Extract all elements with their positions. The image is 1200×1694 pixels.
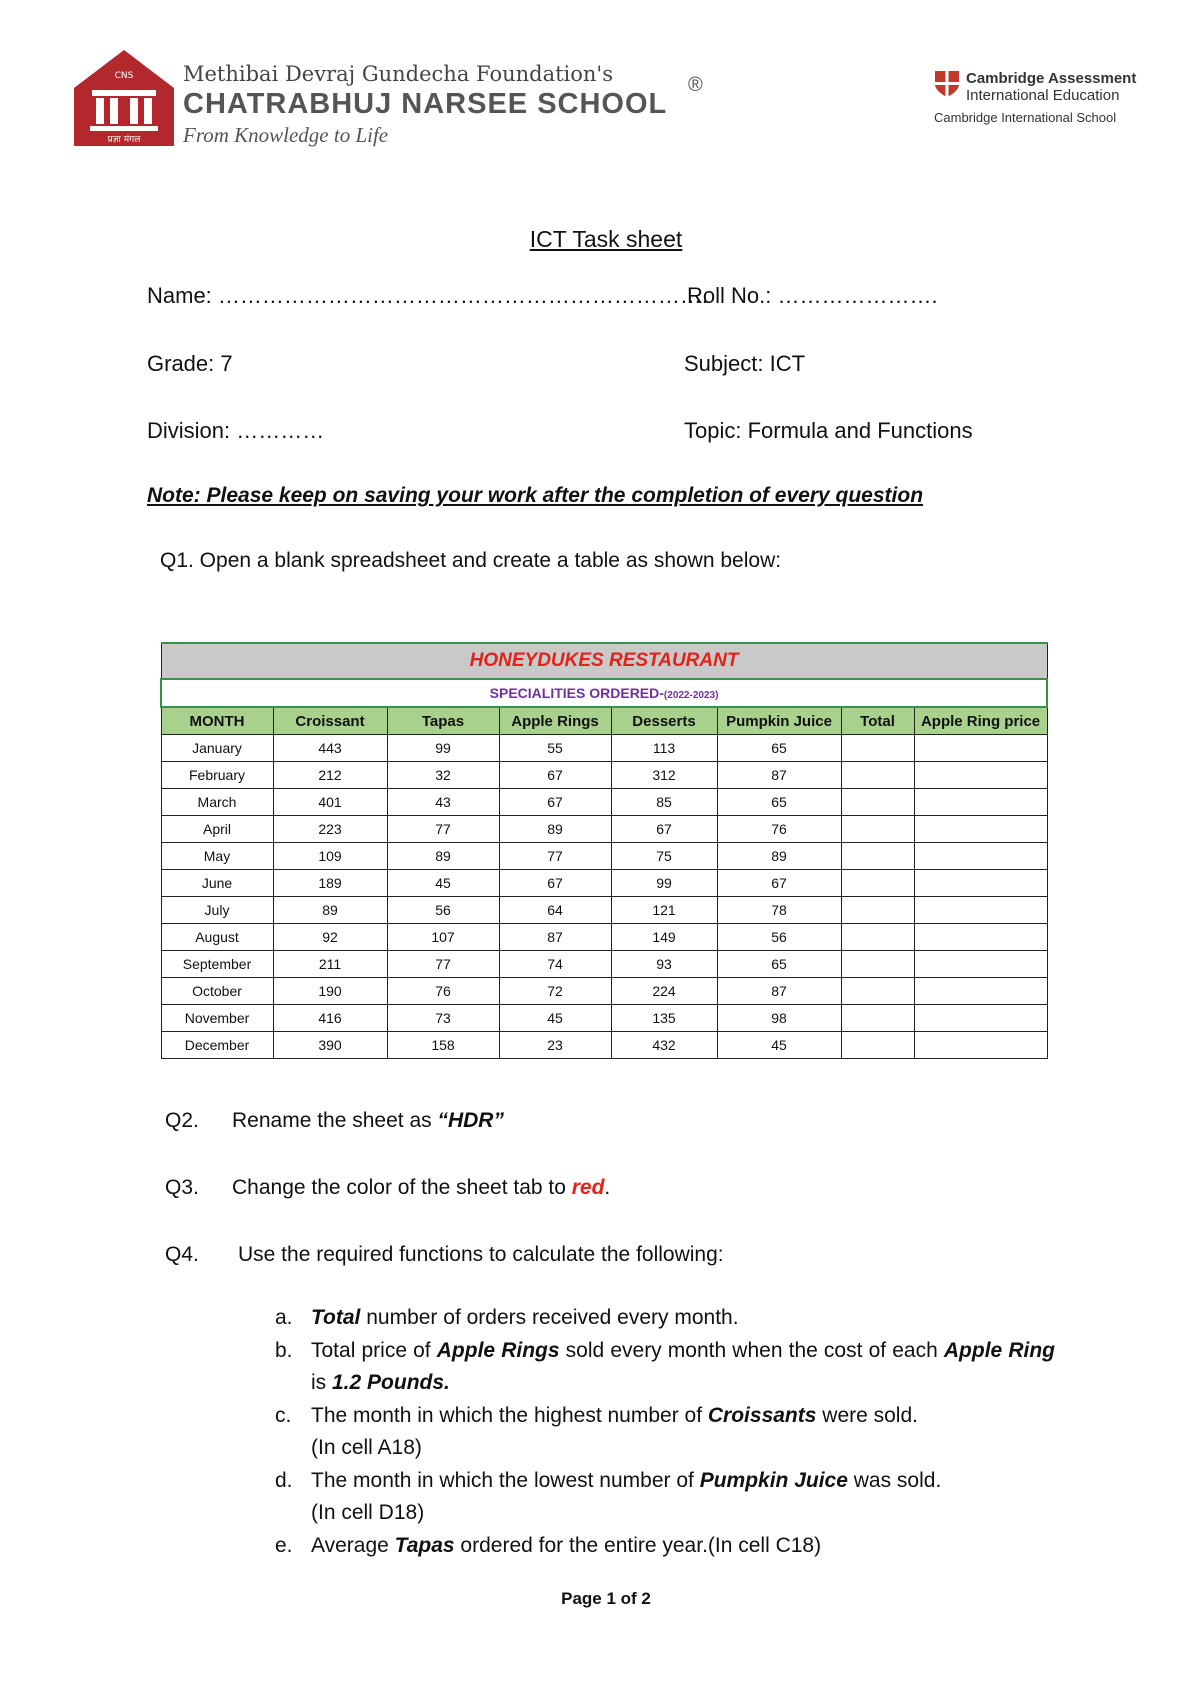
table-cell <box>914 951 1047 978</box>
q4-number: Q4. <box>165 1243 199 1266</box>
table-cell: 72 <box>499 978 611 1005</box>
q2-number: Q2. <box>165 1109 199 1132</box>
topic-field: Topic: Formula and Functions <box>684 418 973 443</box>
sub-a-em: Total <box>311 1306 361 1329</box>
cambridge-line-3: Cambridge International School <box>934 110 1117 125</box>
table-cell: 64 <box>499 897 611 924</box>
table-cell: 312 <box>611 762 717 789</box>
table-cell: 223 <box>273 816 387 843</box>
table-cell: October <box>161 978 273 1005</box>
sub-b-text2: sold every month when the cost of each <box>559 1338 944 1362</box>
table-cell: 109 <box>273 843 387 870</box>
sub-b-text3: is <box>311 1371 332 1394</box>
table-cell: 99 <box>611 870 717 897</box>
table-cell: 55 <box>499 735 611 762</box>
table-cell: 73 <box>387 1005 499 1032</box>
table-cell: 23 <box>499 1032 611 1059</box>
table-cell <box>841 897 914 924</box>
table-cell: 190 <box>273 978 387 1005</box>
table-cell: 107 <box>387 924 499 951</box>
grade-field: Grade: 7 <box>147 351 233 376</box>
table-row <box>161 843 1047 870</box>
sub-c-letter: c. <box>275 1403 292 1427</box>
subquestion-b <box>275 1335 1055 1400</box>
table-cell: 89 <box>717 843 841 870</box>
table-cell: 87 <box>717 762 841 789</box>
table-header-cell: Pumpkin Juice <box>717 707 841 735</box>
table-cell: December <box>161 1032 273 1059</box>
table-cell <box>841 951 914 978</box>
sub-d-letter: d. <box>275 1468 293 1492</box>
table-row <box>161 735 1047 762</box>
table-cell: 92 <box>273 924 387 951</box>
table-cell: 65 <box>717 951 841 978</box>
table-row <box>161 762 1047 789</box>
table-row <box>161 1005 1047 1032</box>
table-cell: 224 <box>611 978 717 1005</box>
school-tagline: From Knowledge to Life <box>183 123 389 147</box>
sub-a-letter: a. <box>275 1306 293 1329</box>
sub-b-em2: Apple Ring <box>943 1338 1055 1362</box>
subquestion-a <box>275 1302 1055 1335</box>
table-cell: 87 <box>717 978 841 1005</box>
table-header-cell: MONTH <box>161 707 273 735</box>
table-cell: January <box>161 735 273 762</box>
table-cell <box>841 870 914 897</box>
table-cell: July <box>161 897 273 924</box>
table-cell: August <box>161 924 273 951</box>
table-cell: 65 <box>717 735 841 762</box>
table-title: HONEYDUKES RESTAURANT <box>161 643 1047 679</box>
table-cell <box>841 735 914 762</box>
table-cell: 67 <box>499 789 611 816</box>
table-cell: 65 <box>717 789 841 816</box>
table-cell <box>914 789 1047 816</box>
table-cell: 443 <box>273 735 387 762</box>
table-cell <box>841 762 914 789</box>
table-cell: 432 <box>611 1032 717 1059</box>
sub-c-text2: were sold. <box>816 1403 918 1427</box>
table-cell <box>841 924 914 951</box>
school-name: CHATRABHUJ NARSEE SCHOOL <box>183 88 668 120</box>
table-cell: June <box>161 870 273 897</box>
subject-field: Subject: ICT <box>684 351 806 376</box>
sub-b-em1: Apple Rings <box>436 1338 560 1362</box>
table-row <box>161 951 1047 978</box>
restaurant-table <box>160 642 1048 1059</box>
subquestion-d <box>275 1465 1055 1530</box>
table-cell <box>841 978 914 1005</box>
table-cell <box>914 924 1047 951</box>
sub-a-text: number of orders received every month. <box>360 1306 739 1329</box>
table-cell: 121 <box>611 897 717 924</box>
question-1: Q1. Open a blank spreadsheet and create a table as shown below: <box>160 549 782 572</box>
table-cell <box>914 816 1047 843</box>
table-cell: 45 <box>499 1005 611 1032</box>
table-cell: 77 <box>387 951 499 978</box>
table-cell: 45 <box>387 870 499 897</box>
table-cell: 212 <box>273 762 387 789</box>
table-row <box>161 897 1047 924</box>
table-cell: 56 <box>387 897 499 924</box>
table-header-cell: Croissant <box>273 707 387 735</box>
table-cell <box>914 1032 1047 1059</box>
table-cell: April <box>161 816 273 843</box>
table-cell: 211 <box>273 951 387 978</box>
sub-e-text2: ordered for the entire year.(In cell C18) <box>454 1533 822 1557</box>
cambridge-shield-icon <box>934 70 960 98</box>
table-cell: 56 <box>717 924 841 951</box>
q4-text: Use the required functions to calculate the following: <box>238 1243 724 1266</box>
foundation-name: Methibai Devraj Gundecha Foundation's <box>183 62 613 86</box>
table-cell <box>914 897 1047 924</box>
table-cell: 135 <box>611 1005 717 1032</box>
sub-c-text1: The month in which the highest number of <box>311 1403 708 1427</box>
table-cell: 113 <box>611 735 717 762</box>
table-cell: 78 <box>717 897 841 924</box>
sub-b-letter: b. <box>275 1338 293 1362</box>
sub-c-cell: (In cell A18) <box>311 1436 422 1459</box>
table-cell: February <box>161 762 273 789</box>
table-cell: 89 <box>387 843 499 870</box>
table-cell <box>841 816 914 843</box>
logo-caption: प्रज्ञा मंगल <box>107 135 141 145</box>
page-footer: Page 1 of 2 <box>561 1589 651 1608</box>
table-cell: March <box>161 789 273 816</box>
school-logo <box>72 48 176 148</box>
division-field: Division: ………… <box>147 418 325 443</box>
table-cell: 75 <box>611 843 717 870</box>
table-subtitle <box>161 679 1047 707</box>
sub-e-text1: Average <box>311 1533 395 1557</box>
subquestion-e <box>275 1530 1055 1563</box>
table-cell: 76 <box>387 978 499 1005</box>
table-cell: May <box>161 843 273 870</box>
subquestion-c <box>275 1400 1055 1465</box>
name-field: Name: …………………………………………………………. <box>147 283 709 308</box>
table-row <box>161 789 1047 816</box>
sub-c-em: Croissants <box>707 1403 817 1427</box>
sub-d-cell: (In cell D18) <box>311 1501 425 1524</box>
table-row <box>161 870 1047 897</box>
q2-text: Rename the sheet as <box>232 1109 438 1132</box>
sub-d-text1: The month in which the lowest number of <box>311 1468 700 1492</box>
table-cell: 85 <box>611 789 717 816</box>
table-cell <box>841 1005 914 1032</box>
table-cell: 401 <box>273 789 387 816</box>
table-subtitle-text: SPECIALITIES ORDERED- <box>489 685 664 701</box>
table-cell <box>914 843 1047 870</box>
sub-d-text2: was sold. <box>847 1468 942 1492</box>
table-cell: 67 <box>499 762 611 789</box>
q2-sheet-name: “HDR” <box>437 1109 504 1132</box>
table-cell: 32 <box>387 762 499 789</box>
table-row <box>161 1032 1047 1059</box>
table-cell: 67 <box>499 870 611 897</box>
table-cell: 189 <box>273 870 387 897</box>
table-row <box>161 816 1047 843</box>
table-cell: 76 <box>717 816 841 843</box>
table-cell <box>841 1032 914 1059</box>
table-cell <box>914 1005 1047 1032</box>
table-cell: 43 <box>387 789 499 816</box>
table-cell: 89 <box>273 897 387 924</box>
cambridge-line-1: Cambridge Assessment <box>966 70 1137 87</box>
table-cell: 416 <box>273 1005 387 1032</box>
table-header-cell: Desserts <box>611 707 717 735</box>
table-cell <box>914 735 1047 762</box>
school-title-block <box>183 62 667 148</box>
sub-d-em: Pumpkin Juice <box>699 1468 848 1492</box>
roll-field: Roll No.: …………………. <box>687 283 938 308</box>
table-cell: 158 <box>387 1032 499 1059</box>
table-subtitle-year: (2022-2023) <box>663 690 719 701</box>
table-cell <box>914 870 1047 897</box>
table-cell: 77 <box>387 816 499 843</box>
table-cell: 390 <box>273 1032 387 1059</box>
table-cell: 98 <box>717 1005 841 1032</box>
sub-b-text1: Total price of <box>311 1338 437 1362</box>
table-row <box>161 978 1047 1005</box>
sub-e-em: Tapas <box>394 1533 455 1557</box>
cambridge-line-2: International Education <box>966 87 1120 104</box>
q3-red: red <box>571 1176 605 1199</box>
sub-b-em3: 1.2 Pounds. <box>332 1371 450 1394</box>
table-row <box>161 924 1047 951</box>
table-cell <box>841 789 914 816</box>
q3-end: . <box>604 1176 611 1199</box>
restaurant-table-wrap <box>160 642 1046 1059</box>
note-text: Note: Please keep on saving your work after the completion of every question <box>147 484 924 507</box>
table-header-row <box>161 707 1047 735</box>
table-cell: 67 <box>611 816 717 843</box>
table-cell: 93 <box>611 951 717 978</box>
q3-number: Q3. <box>165 1176 199 1199</box>
table-cell: 89 <box>499 816 611 843</box>
table-cell <box>914 978 1047 1005</box>
table-cell <box>914 762 1047 789</box>
table-header-cell: Apple Rings <box>499 707 611 735</box>
table-cell: 87 <box>499 924 611 951</box>
q3-text: Change the color of the sheet tab to <box>232 1176 572 1199</box>
table-cell: 99 <box>387 735 499 762</box>
table-cell: November <box>161 1005 273 1032</box>
table-header-cell: Apple Ring price <box>914 707 1047 735</box>
page-title: ICT Task sheet <box>529 226 683 252</box>
q4-subquestions <box>275 1302 1055 1562</box>
registered-mark: ® <box>688 74 703 96</box>
table-cell: 45 <box>717 1032 841 1059</box>
table-cell: 74 <box>499 951 611 978</box>
sub-e-letter: e. <box>275 1533 293 1557</box>
table-cell: 67 <box>717 870 841 897</box>
table-cell <box>841 843 914 870</box>
logo-text: CNS <box>114 71 134 81</box>
table-cell: September <box>161 951 273 978</box>
table-cell: 77 <box>499 843 611 870</box>
cambridge-logo-block <box>934 70 1136 125</box>
table-header-cell: Total <box>841 707 914 735</box>
table-header-cell: Tapas <box>387 707 499 735</box>
table-cell: 149 <box>611 924 717 951</box>
